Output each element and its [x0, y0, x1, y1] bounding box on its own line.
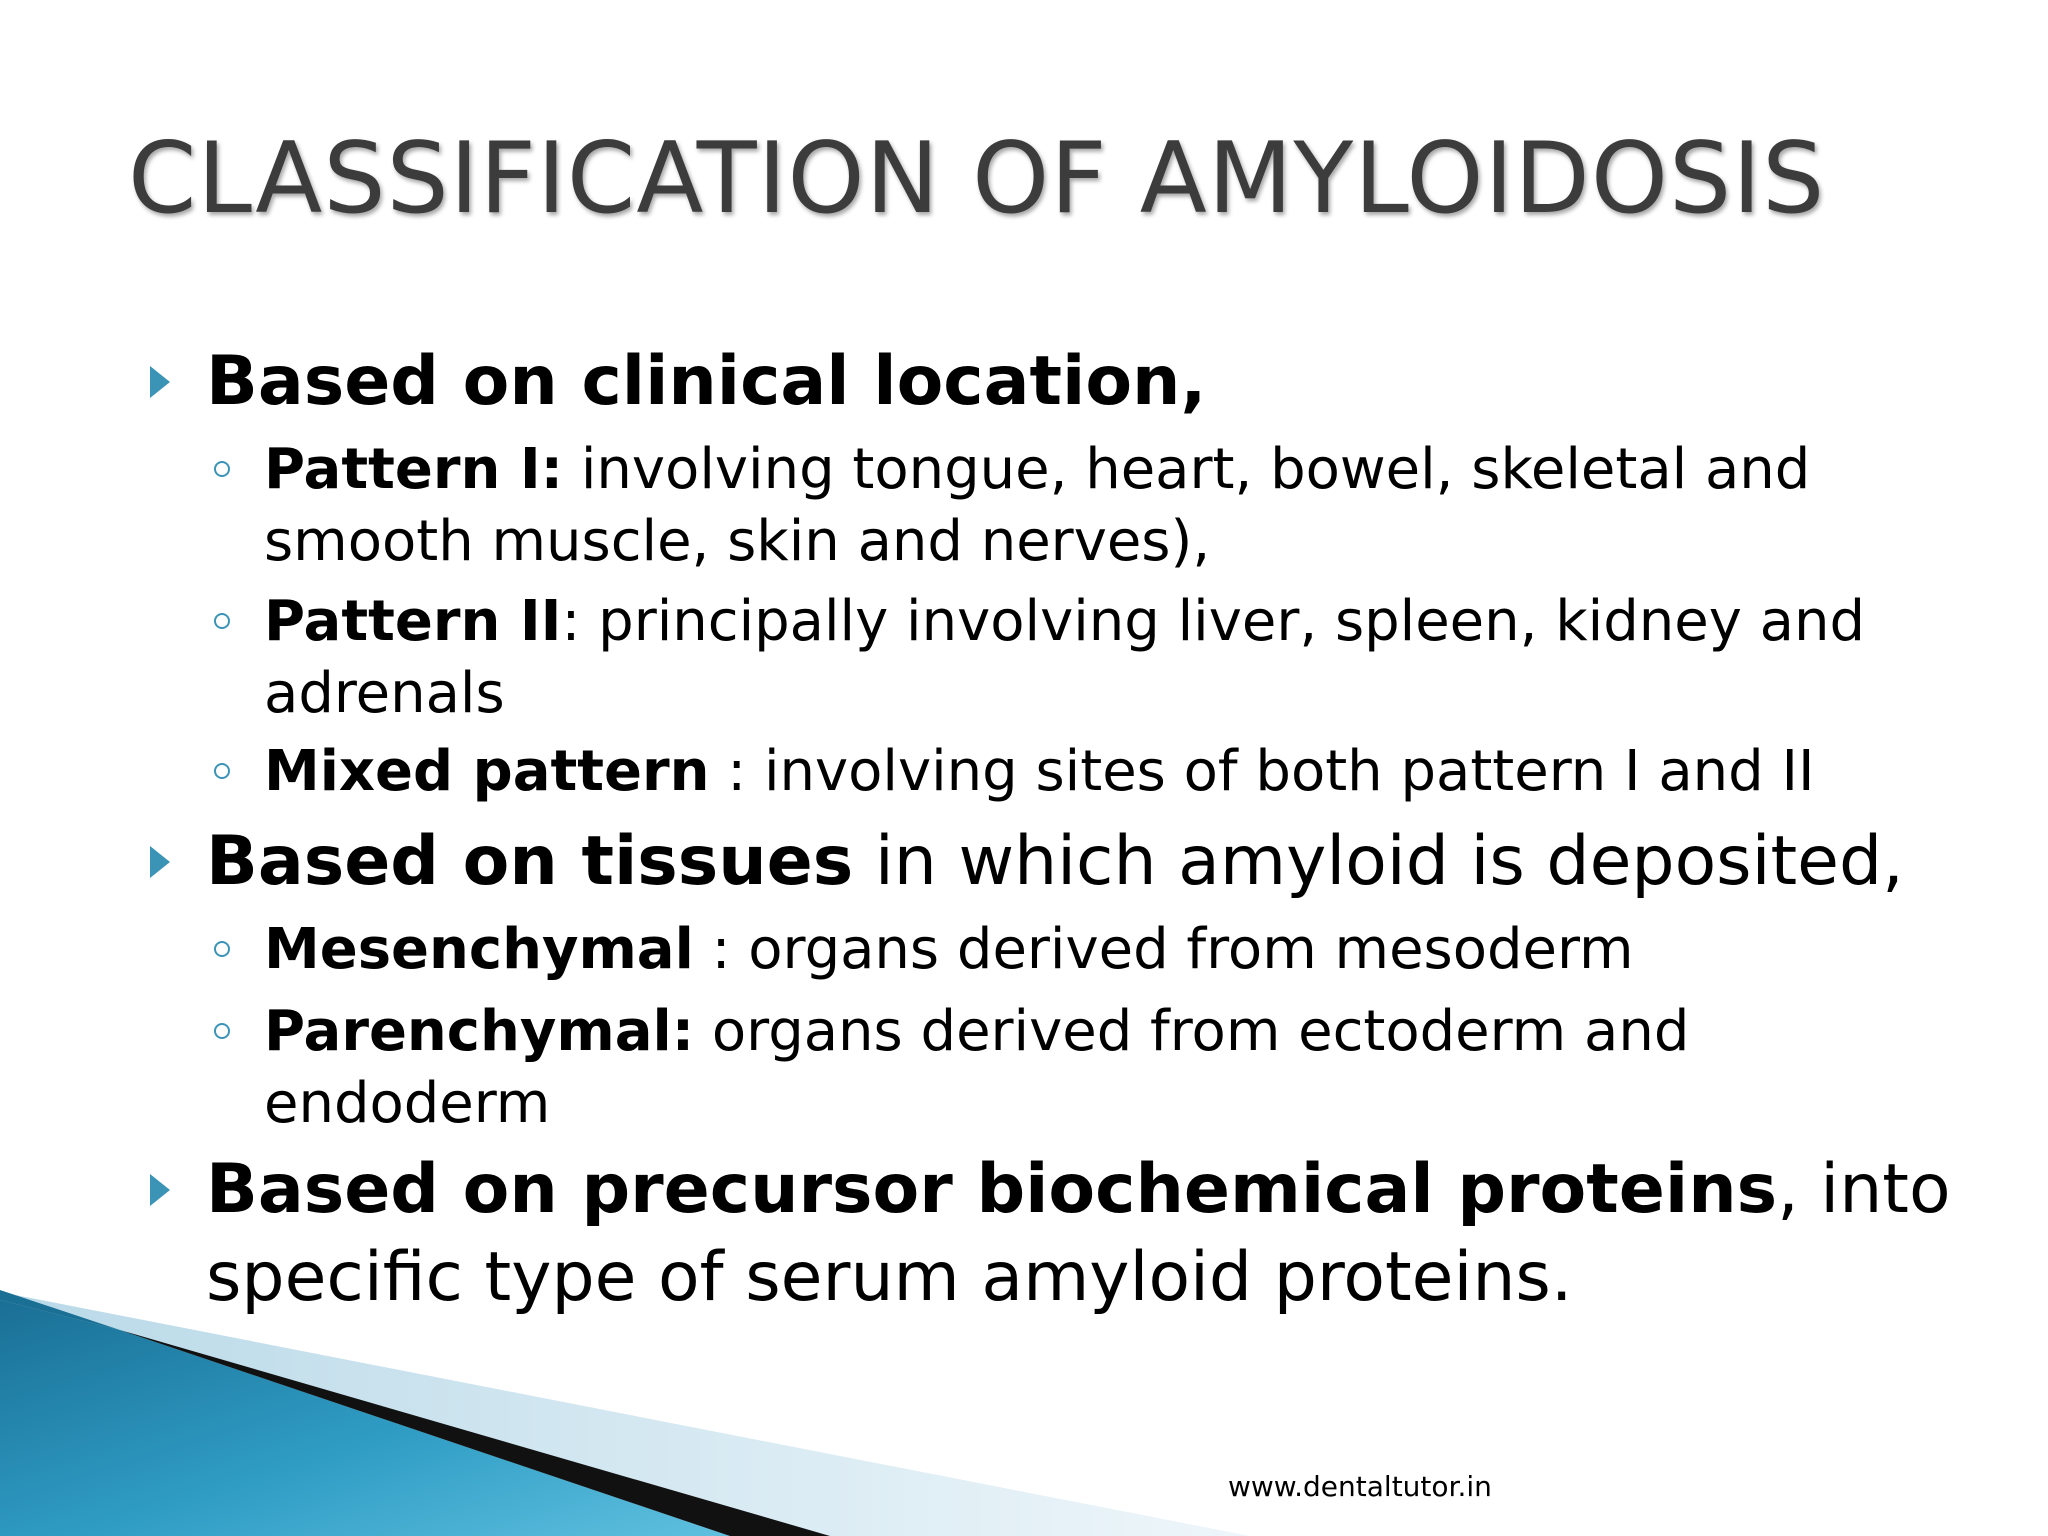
sub-list-item	[264, 586, 1984, 730]
subitem-text: : involving sites of both pattern I and II	[709, 739, 1815, 804]
item-text: , into specific type of serum amyloid proteins.	[206, 1150, 1951, 1317]
item-bold-text: Based on precursor biochemical proteins	[206, 1150, 1778, 1229]
triangle-right-icon	[150, 846, 170, 878]
triangle-right-icon	[150, 366, 170, 398]
footer-website: www.dentaltutor.in	[1228, 1470, 1492, 1503]
list-item	[206, 1146, 1966, 1322]
subitem-text: : principally involving liver, spleen, kidney and adrenals	[264, 589, 1866, 726]
triangle-right-icon	[150, 1174, 170, 1206]
ring-icon	[214, 941, 230, 957]
ring-icon	[214, 763, 230, 779]
item-bold-text: Based on tissues	[206, 822, 854, 901]
item-text: in which amyloid is deposited,	[853, 822, 1904, 901]
ring-icon	[214, 613, 230, 629]
subitem-bold-text: Parenchymal:	[264, 999, 695, 1064]
subitem-text: organs derived from ectoderm and endoderm	[264, 999, 1690, 1136]
item-bold-text: Based on clinical location,	[206, 342, 1207, 421]
subitem-bold-text: Mixed pattern	[264, 739, 710, 804]
sub-list-item	[264, 996, 1984, 1140]
sub-list-item	[264, 914, 1984, 986]
ring-icon	[214, 1023, 230, 1039]
list-item	[206, 338, 1966, 426]
list-item	[206, 818, 1966, 906]
subitem-bold-text: Pattern I:	[264, 437, 564, 502]
subitem-bold-text: Mesenchymal	[264, 917, 694, 982]
sub-list-item	[264, 736, 1984, 808]
ring-icon	[214, 461, 230, 477]
subitem-text: : organs derived from mesoderm	[693, 917, 1634, 982]
subitem-text: involving tongue, heart, bowel, skeletal and smooth muscle, skin and nerves),	[264, 437, 1811, 574]
slide-title: CLASSIFICATION OF AMYLOIDOSIS	[128, 122, 1826, 236]
subitem-bold-text: Pattern II	[264, 589, 562, 654]
sub-list-item	[264, 434, 1984, 578]
